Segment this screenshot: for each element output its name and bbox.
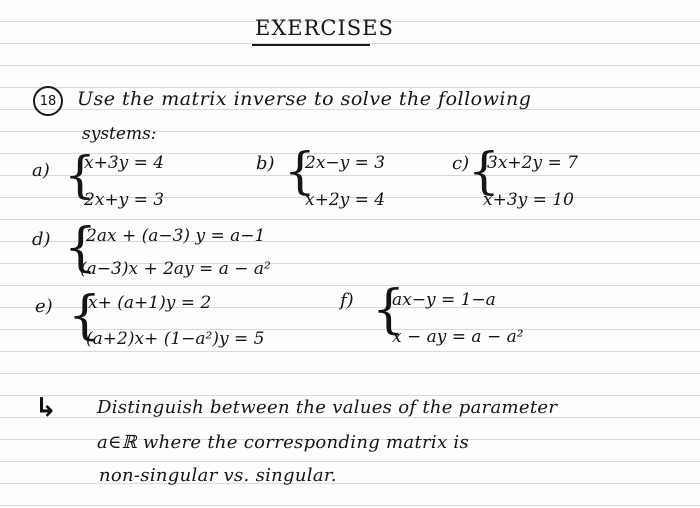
system-b-eq1: 2x−y = 3: [305, 153, 386, 173]
system-a-brace: {: [64, 146, 96, 204]
system-e-eq1: x+ (a+1)y = 2: [88, 293, 212, 313]
system-e-brace: {: [68, 286, 102, 346]
exercise-number-badge: [33, 86, 63, 116]
system-c-label: c): [452, 153, 470, 174]
arrow-icon: ↳: [35, 393, 57, 423]
exercise-number: 18: [39, 93, 57, 109]
system-d-eq1: 2ax + (a−3) y = a−1: [86, 226, 266, 246]
system-e-label: e): [35, 296, 53, 317]
system-f-eq2: x − ay = a − a²: [392, 327, 524, 347]
system-b-eq2: x+2y = 4: [305, 190, 386, 210]
system-f-eq1: ax−y = 1−a: [392, 290, 496, 310]
instruction-line-2: systems:: [82, 124, 157, 144]
instruction-line-1: Use the matrix inverse to solve the following: [77, 88, 532, 110]
system-a-label: a): [32, 160, 50, 181]
system-f-brace: {: [372, 280, 406, 340]
note-line-1: Distinguish between the values of the parameter: [97, 397, 558, 418]
system-d-brace: {: [64, 218, 98, 278]
system-d-label: d): [32, 229, 51, 250]
system-a-eq2: 2x+y = 3: [84, 190, 165, 210]
note-line-2: a∈ℝ where the corresponding matrix is: [97, 432, 470, 453]
system-c-brace: {: [468, 142, 500, 200]
system-d-eq2: (a−3)x + 2ay = a − a²: [80, 259, 271, 279]
title-underline: [252, 44, 370, 46]
system-a-eq1: x+3y = 4: [84, 153, 165, 173]
system-b-label: b): [256, 153, 275, 174]
system-c-eq2: x+3y = 10: [483, 190, 574, 210]
note-line-3: non-singular vs. singular.: [99, 465, 337, 486]
page-title: EXERCISES: [255, 16, 394, 40]
system-c-eq1: 3x+2y = 7: [487, 153, 578, 173]
system-f-label: f): [340, 290, 354, 311]
system-e-eq2: (a+2)x+ (1−a²)y = 5: [86, 329, 265, 349]
system-b-brace: {: [284, 142, 316, 200]
